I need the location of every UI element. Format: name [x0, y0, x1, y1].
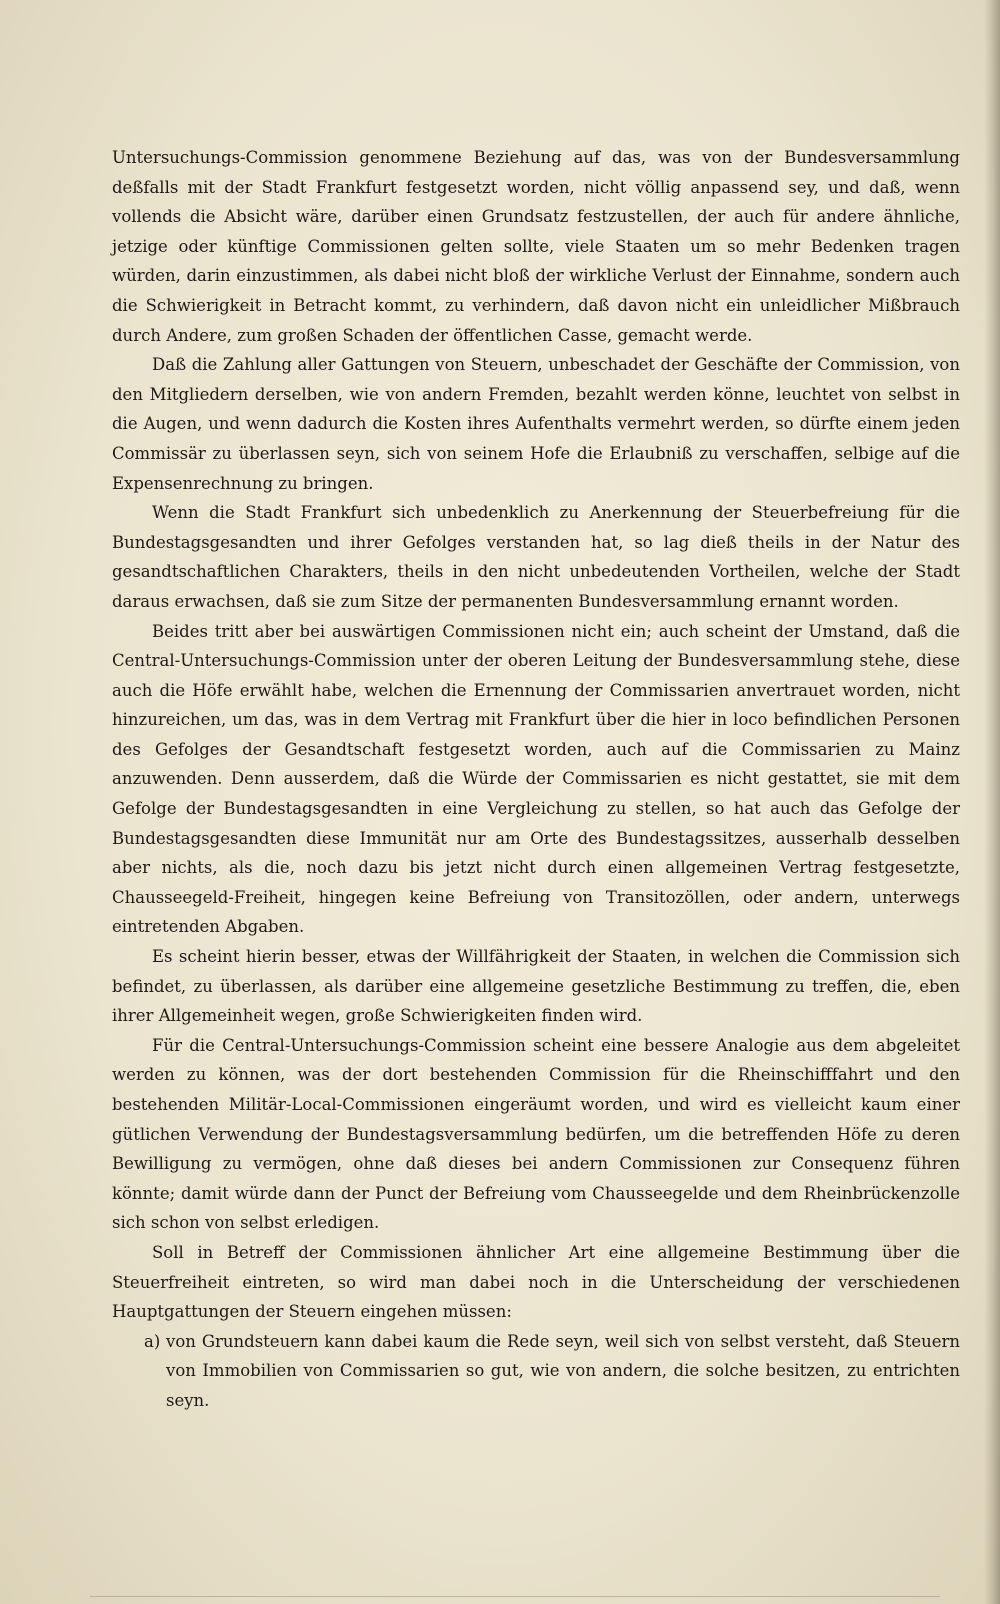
paragraph-continuation: Untersuchungs-Commission genommene Beziehung auf das, was von der Bundesversammlung deßfalls mit der Stadt Frankfurt festgesetzt worden, nicht völlig anpassend sey, und daß, wenn vollends die Absicht wäre, darüber einen Grundsatz festzustellen, der auch für andere ähnliche, jetzige oder künftige Commissionen gelten sollte, viele Staaten um so mehr Bedenken tragen würden, darin einzustimmen, als dabei nicht bloß der wirkliche Verlust der Einnahme, sondern auch die Schwierigkeit in Betracht kommt, zu verhindern, daß davon nicht ein unleidlicher Mißbrauch durch Andere, zum großen Schaden der öffentlichen Casse, gemacht werde. [112, 148, 960, 345]
paragraph-general-provision: Soll in Betreff der Commissionen ähnlicher Art eine allgemeine Bestimmung über die Steuerfreiheit eintreten, so wird man dabei noch in die Unterscheidung der verschiedenen Hauptgattungen der Steuern eingehen müssen: [112, 1242, 960, 1322]
paragraph-willingness-of-states: Es scheint hierin besser, etwas der Willfährigkeit der Staaten, in welchen die Commission sich befindet, zu überlassen, als darüber eine allgemeine gesetzliche Bestimmung zu treffen, die, eben ihrer Allgemeinheit wegen, große Schwierigkeiten finden wird. [112, 947, 960, 1026]
paragraph-frankfurt-exemption: Wenn die Stadt Frankfurt sich unbedenklich zu Anerkennung der Steuerbefreiung für die Bundestagsgesandten und ihrer Gefolges verstanden hat, so lag dieß theils in der Natur des gesandtschaftlichen Charakters, theils in den nicht unbedeutenden Vortheilen, welche der Stadt daraus erwachsen, daß sie zum Sitze der permanenten Bundesversammlung ernannt worden. [112, 503, 960, 611]
list-item-text: von Grundsteuern kann dabei kaum die Rede seyn, weil sich von selbst versteht, daß Steuern von Immobilien von Commissarien so gut, wie von andern, die solche besitzen, zu entrichten seyn. [166, 1331, 960, 1410]
list-item-marker: a) [144, 1331, 161, 1351]
paragraph-foreign-commissions: Beides tritt aber bei auswärtigen Commissionen nicht ein; auch scheint der Umstand, daß die Central-Untersuchungs-Commission unter der oberen Leitung der Bundesversammlung stehe, diese auch die Höfe erwählt habe, welchen die Ernennung der Commissarien anvertrauet worden, nicht hinzureichen, um das, was in dem Vertrag mit Frankfurt über die hier in loco befindlichen Personen des Gefolges der Gesandtschaft festgesetzt worden, auch auf die Commissarien zu Mainz anzuwenden. Denn ausserdem, daß die Würde der Commissarien es nicht gestattet, sie mit dem Gefolge der Bundestagsgesandten in eine Vergleichung zu stellen, so hat auch das Gefolge der Bundestagsgesandten diese Immunität nur am Orte des Bundestagssitzes, ausserhalb desselben aber nichts, als die, noch dazu bis jetzt nicht durch einen allgemeinen Vertrag festgesetzte, Chausseegeld-Freiheit, hingegen keine Befreiung von Transitozöllen, oder andern, unterwegs eintretenden Abgaben. [112, 621, 960, 937]
body-text [112, 143, 960, 1416]
list-item [112, 1327, 960, 1416]
page-bottom-edge [90, 1596, 940, 1597]
paragraph-central-commission-analogy: Für die Central-Untersuchungs-Commission scheint eine bessere Analogie aus dem abgeleitet werden zu können, was der dort bestehenden Commission für die Rheinschifffahrt und den bestehenden Militär-Local-Commissionen eingeräumt worden, und wird es vielleicht kaum einer gütlichen Verwendung der Bundestagsversammlung bedürfen, um die betreffenden Höfe zu deren Bewilligung zu vermögen, ohne daß dieses bei andern Commissionen zur Consequenz führen könnte; damit würde dann der Punct der Befreiung vom Chausseegelde und dem Rheinbrückenzolle sich schon von selbst erledigen. [112, 1035, 960, 1233]
page-binding-shadow [984, 0, 1000, 1604]
paragraph-tax-payment: Daß die Zahlung aller Gattungen von Steuern, unbeschadet der Geschäfte der Commission, von den Mitgliedern derselben, wie von andern Fremden, bezahlt werden könne, leuchtet von selbst in die Augen, und wenn dadurch die Kosten ihres Aufenthalts vermehrt werden, so dürfte einem jeden Commissär zu überlassen seyn, sich von seinem Hofe die Erlaubniß zu verschaffen, selbige auf die Expensenrechnung zu bringen. [112, 355, 960, 493]
